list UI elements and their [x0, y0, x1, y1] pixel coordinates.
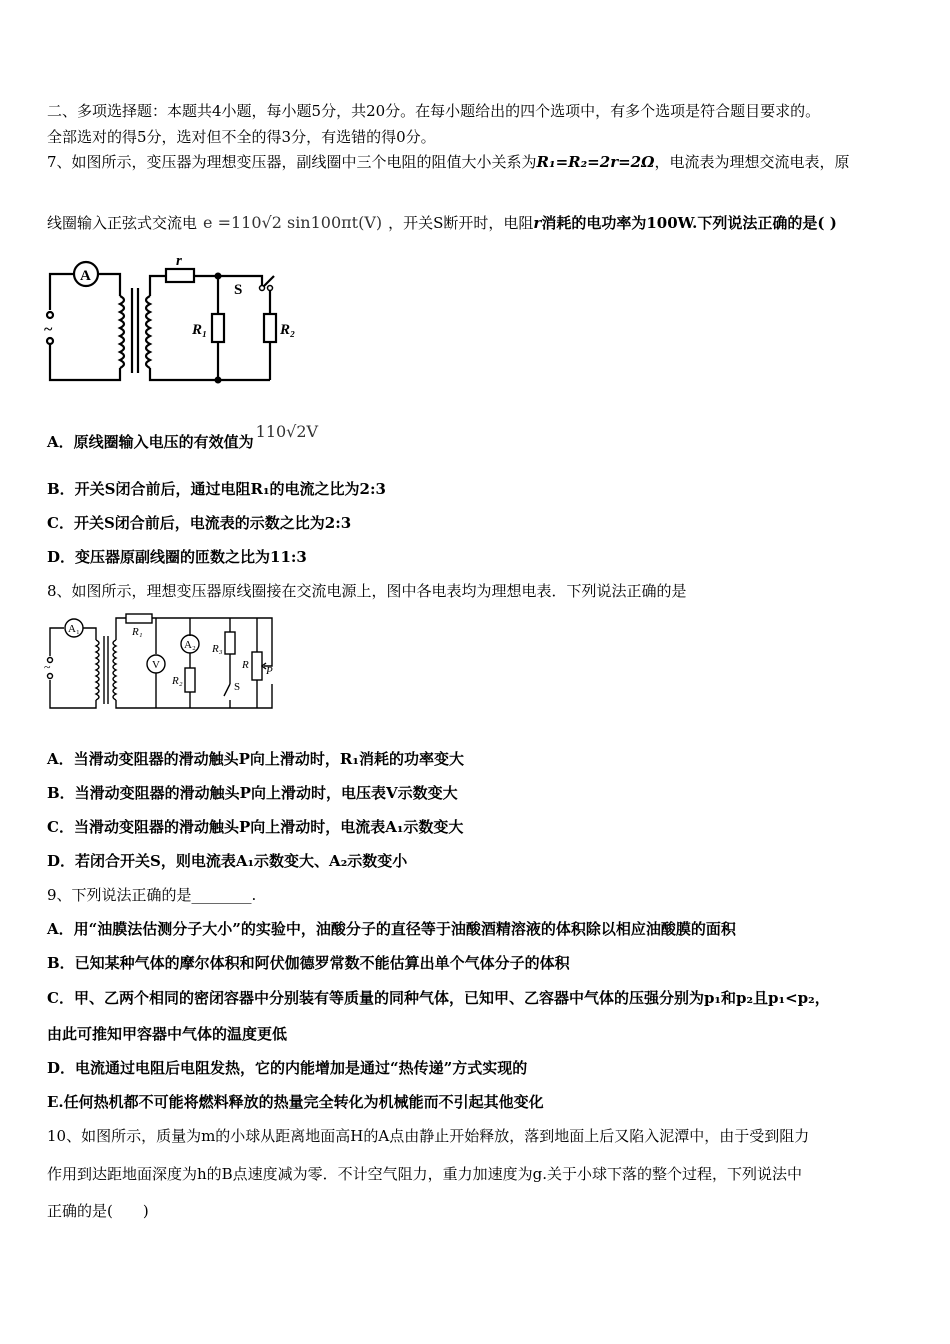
q7-option-d: D．变压器原副线圈的匝数之比为11:3 — [47, 548, 307, 566]
q7-emf-formula: e =110√2 sin100πt(V) — [203, 213, 383, 232]
svg-text:A₂: A₂ — [184, 639, 196, 651]
q8-option-c: C．当滑动变阻器的滑动触头P向上滑动时，电流表A₁示数变大 — [47, 818, 464, 836]
svg-text:R₁: R₁ — [192, 322, 208, 338]
section-title-line1: 二、多项选择题：本题共4小题，每小题5分，共20分。在每小题给出的四个选项中，有多个选项是符合题目要求的。 — [47, 102, 821, 120]
q9-stem: 9、下列说法正确的是________. — [47, 886, 257, 904]
svg-text:R₃: R₃ — [212, 643, 223, 655]
svg-text:P: P — [266, 665, 273, 677]
svg-text:r: r — [176, 253, 182, 269]
svg-text:R₂: R₂ — [280, 322, 296, 338]
q9-option-c-line1: C．甲、乙两个相同的密闭容器中分别装有等质量的同种气体，已知甲、乙容器中气体的压强分别为p₁和p₂且p₁<p₂， — [47, 989, 830, 1007]
q7-option-a: A．原线圈输入电压的有效值为110√2V — [47, 422, 319, 451]
q8-circuit-diagram — [40, 608, 290, 716]
q7-option-b: B．开关S闭合前后，通过电阻R₁的电流之比为2:3 — [47, 480, 386, 498]
q8-stem: 8、如图所示，理想变压器原线圈接在交流电源上，图中各电表均为理想电表．下列说法正确的是 — [47, 582, 687, 600]
q10-stem-line2: 作用到达距地面深度为h的B点速度减为零．不计空气阻力，重力加速度为g.关于小球下落的整个过程，下列说法中 — [47, 1165, 803, 1183]
svg-text:R: R — [242, 659, 249, 671]
q7-stem-line1: 7、如图所示，变压器为理想变压器，副线圈中三个电阻的阻值大小关系为R₁=R₂=2r=2Ω，电流表为理想交流电表，原 — [47, 153, 850, 171]
q9-option-b: B．已知某种气体的摩尔体积和阿伏伽德罗常数不能估算出单个气体分子的体积 — [47, 954, 570, 972]
q10-stem-line3: 正确的是( ) — [47, 1202, 149, 1220]
q9-option-c-line2: 由此可推知甲容器中气体的温度更低 — [47, 1025, 288, 1043]
q7-circuit-diagram — [40, 248, 300, 393]
q7-option-a-value: 110√2V — [255, 422, 319, 441]
svg-text:~: ~ — [44, 660, 51, 674]
svg-text:~: ~ — [44, 321, 53, 338]
svg-text:S: S — [234, 681, 241, 693]
section-title-line2: 全部选对的得5分，选对但不全的得3分，有选错的得0分。 — [47, 128, 436, 146]
q8-option-a: A．当滑动变阻器的滑动触头P向上滑动时，R₁消耗的功率变大 — [47, 750, 464, 768]
q9-option-e: E.任何热机都不可能将燃料释放的热量完全转化为机械能而不引起其他变化 — [47, 1093, 544, 1111]
q7-resistance-relation: R₁=R₂=2r=2Ω — [536, 153, 655, 171]
svg-text:V: V — [152, 659, 160, 671]
q7-option-c: C．开关S闭合前后，电流表的示数之比为2:3 — [47, 514, 352, 532]
q8-option-b: B．当滑动变阻器的滑动触头P向上滑动时，电压表V示数变大 — [47, 784, 458, 802]
q9-option-d: D．电流通过电阻后电阻发热，它的内能增加是通过“热传递”方式实现的 — [47, 1059, 528, 1077]
q9-option-a: A．用“油膜法估测分子大小”的实验中，油酸分子的直径等于油酸酒精溶液的体积除以相应油酸膜的面积 — [47, 920, 736, 938]
svg-text:R₂: R₂ — [172, 675, 183, 687]
svg-text:R₁: R₁ — [132, 626, 143, 638]
svg-text:S: S — [234, 282, 243, 298]
svg-text:A₁: A₁ — [68, 623, 80, 635]
q8-option-d: D．若闭合开关S，则电流表A₁示数变大、A₂示数变小 — [47, 852, 408, 870]
q10-stem-line1: 10、如图所示，质量为m的小球从距离地面高H的A点由静止开始释放，落到地面上后又陷入泥潭中，由于受到阻力 — [47, 1127, 810, 1145]
q7-stem-line2: 线圈输入正弦式交流电 e =110√2 sin100πt(V) ，开关S断开时，电阻r消耗的电功率为100W.下列说法正确的是( ) — [47, 213, 837, 232]
label-ammeter: A — [80, 268, 91, 284]
